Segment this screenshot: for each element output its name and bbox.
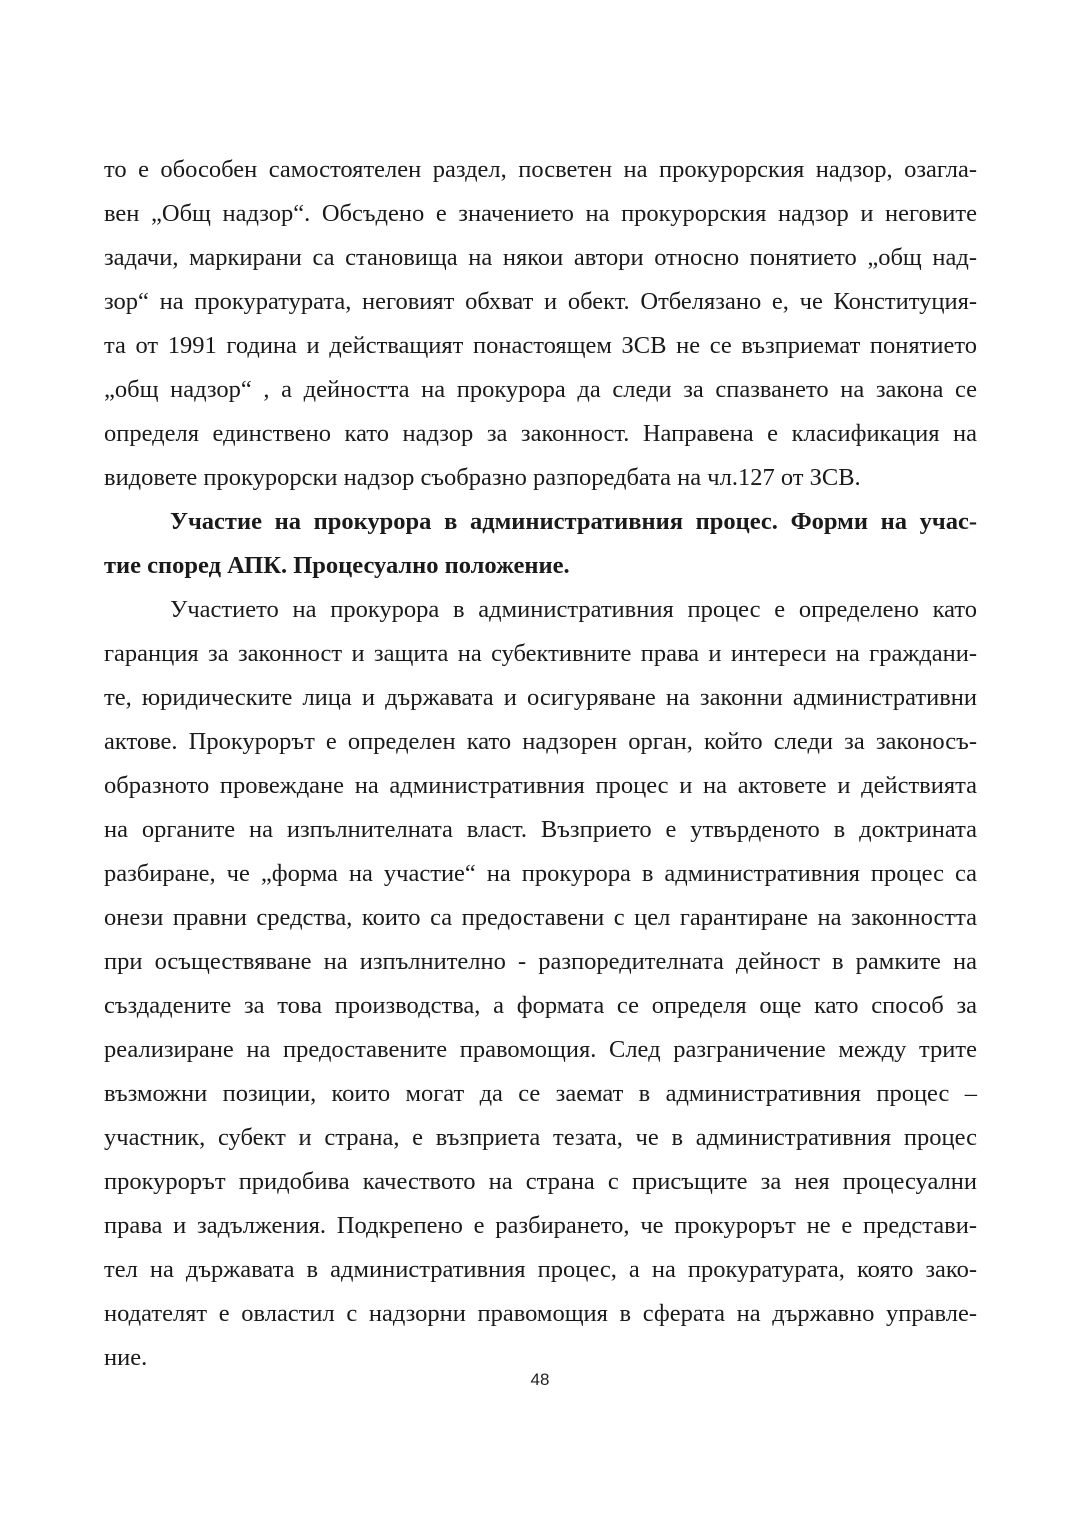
paragraph-2-line: участник, субект и страна, е възприета тезата, че в административния процес [104,1124,977,1151]
paragraph-1-line: задачи, маркирани са становища на някои автори относно понятието „общ над- [104,244,977,271]
paragraph-2-line: гаранция за законност и защита на субективните права и интереси на граждани- [104,640,977,667]
paragraph-2-line: при осъществяване на изпълнително - разпоредителната дейност в рамките на [104,948,977,975]
paragraph-2-line: актове. Прокурорът е определен като надзорен орган, който следи за законосъ- [104,728,977,755]
paragraph-2-line: на органите на изпълнителната власт. Възприето е утвърденото в доктрината [104,816,977,843]
paragraph-2-line: те, юридическите лица и държавата и осигуряване на законни административни [104,684,977,711]
paragraph-1-line: то е обособен самостоятелен раздел, посветен на прокурорския надзор, озагла- [104,156,977,183]
paragraph-2-line: нодателят е овластил с надзорни правомощия в сферата на държавно управле- [104,1300,977,1327]
paragraph-2-line: образното провеждане на административния процес и на актовете и действията [104,772,977,799]
paragraph-2-line: ние. [104,1344,148,1371]
section-heading-line: тие според АПК. Процесуално положение. [104,552,570,579]
paragraph-2-line: прокурорът придобива качеството на страна с присъщите за нея процесуални [104,1168,977,1195]
paragraph-2-line: възможни позиции, които могат да се заемат в административния процес – [104,1080,977,1107]
paragraph-2-line: реализиране на предоставените правомощия. След разграничение между трите [104,1036,977,1063]
paragraph-1-line: „общ надзор“ , а дейността на прокурора да следи за спазването на закона се [104,376,977,403]
paragraph-2-line: онези правни средства, които са предоставени с цел гарантиране на законността [104,904,977,931]
paragraph-1-line: зор“ на прокуратурата, неговият обхват и обект. Отбелязано е, че Конституция- [104,288,977,315]
paragraph-1-line: определя единствено като надзор за законност. Направена е класификация на [104,420,977,447]
paragraph-2-line: разбиране, че „форма на участие“ на прокурора в административния процес са [104,860,977,887]
paragraph-2-line: тел на държавата в административния процес, а на прокуратурата, която зако- [104,1256,977,1283]
paragraph-1-line: вен „Общ надзор“. Обсъдено е значението на прокурорския надзор и неговите [104,200,977,227]
paragraph-1-line: та от 1991 година и действащият понастоящем ЗСВ не се възприемат понятието [104,332,977,359]
paragraph-2-line: Участието на прокурора в административния процес е определено като [170,596,977,623]
paragraph-2-line: създадените за това производства, а формата се определя още като способ за [104,992,977,1019]
paragraph-1-line: видовете прокурорски надзор съобразно разпоредбата на чл.127 от ЗСВ. [104,464,861,491]
page-number: 48 [530,1370,550,1389]
section-heading-line: Участие на прокурора в административния процес. Форми на учас- [170,508,977,535]
paragraph-2-line: права и задължения. Подкрепено е разбирането, че прокурорът не е представи- [104,1212,977,1239]
